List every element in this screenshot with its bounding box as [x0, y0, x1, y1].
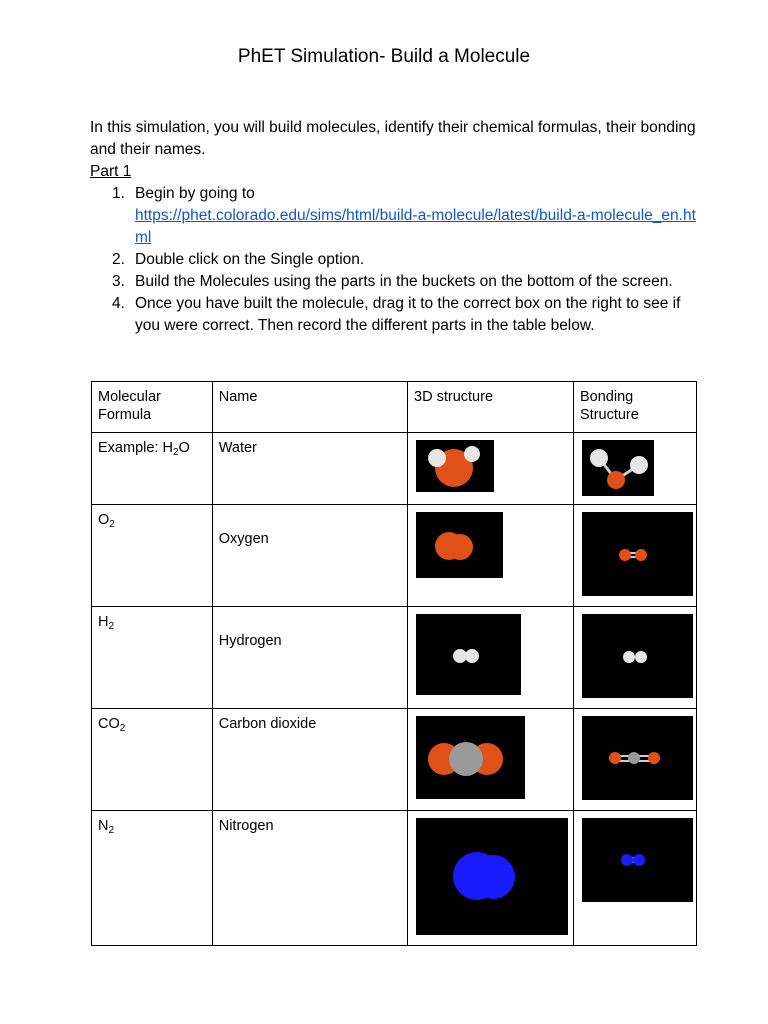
structure-3d-cell — [408, 811, 574, 946]
list-item: 1. Begin by going to https://phet.colorado.edu/sims/html/build-a-molecule/latest/build-a-molecule_en.html — [112, 185, 696, 246]
list-item: 2. Double click on the Single option. — [112, 251, 365, 268]
simulation-link[interactable]: https://phet.colorado.edu/sims/html/build-a-molecule/latest/build-a-molecule_en.html — [135, 207, 696, 246]
table-row — [92, 433, 697, 505]
formula-cell: $O_2$ — [92, 505, 213, 607]
list-item: 4. Once you have built the molecule, drag it to the correct box on the right to see if you were correct. Then record the different parts in the table below. — [112, 295, 681, 334]
structure-3d-cell — [408, 607, 574, 709]
molecule-table — [91, 381, 697, 946]
oxygen-3d-image — [416, 512, 503, 578]
formula-cell: Example: $H_2O$ — [92, 433, 213, 505]
table-row — [92, 811, 697, 946]
water-bonding-image — [582, 440, 654, 496]
table-header-row — [92, 382, 697, 433]
bonding-cell — [574, 709, 697, 811]
header-formula: Molecular Formula — [92, 382, 213, 433]
name-cell: Oxygen — [212, 505, 407, 607]
page-title: PhET Simulation- Build a Molecule — [237, 46, 531, 67]
steps-list — [90, 183, 700, 337]
water-3d-image — [416, 440, 494, 492]
formula-cell: $N_2$ — [92, 811, 213, 946]
name-cell: Carbon dioxide — [212, 709, 407, 811]
carbon-dioxide-3d-image — [416, 716, 525, 799]
carbon-dioxide-bonding-image — [582, 716, 693, 800]
header-bonding: Bonding Structure — [574, 382, 697, 433]
name-cell: Water — [212, 433, 407, 505]
hydrogen-bonding-image — [582, 614, 693, 698]
oxygen-bonding-image — [582, 512, 693, 596]
name-cell: Nitrogen — [212, 811, 407, 946]
formula-cell: $H_2$ — [92, 607, 213, 709]
list-item: 3. Build the Molecules using the parts in the buckets on the bottom of the screen. — [112, 273, 673, 290]
bonding-cell — [574, 433, 697, 505]
part-heading: Part 1 — [90, 163, 132, 180]
hydrogen-3d-image — [416, 614, 521, 695]
bonding-cell — [574, 607, 697, 709]
bonding-cell — [574, 505, 697, 607]
table-row — [92, 607, 697, 709]
bonding-cell — [574, 811, 697, 946]
intro-text: In this simulation, you will build molecules, identify their chemical formulas, their bonding and their names. — [90, 119, 696, 158]
structure-3d-cell — [408, 505, 574, 607]
name-cell: Hydrogen — [212, 607, 407, 709]
intro-section — [90, 117, 700, 337]
header-3d: 3D structure — [408, 382, 574, 433]
header-name: Name — [212, 382, 407, 433]
structure-3d-cell — [408, 433, 574, 505]
table-row — [92, 709, 697, 811]
formula-cell: $CO_2$ — [92, 709, 213, 811]
nitrogen-3d-image — [416, 818, 568, 935]
structure-3d-cell — [408, 709, 574, 811]
table-row — [92, 505, 697, 607]
nitrogen-bonding-image — [582, 818, 693, 902]
